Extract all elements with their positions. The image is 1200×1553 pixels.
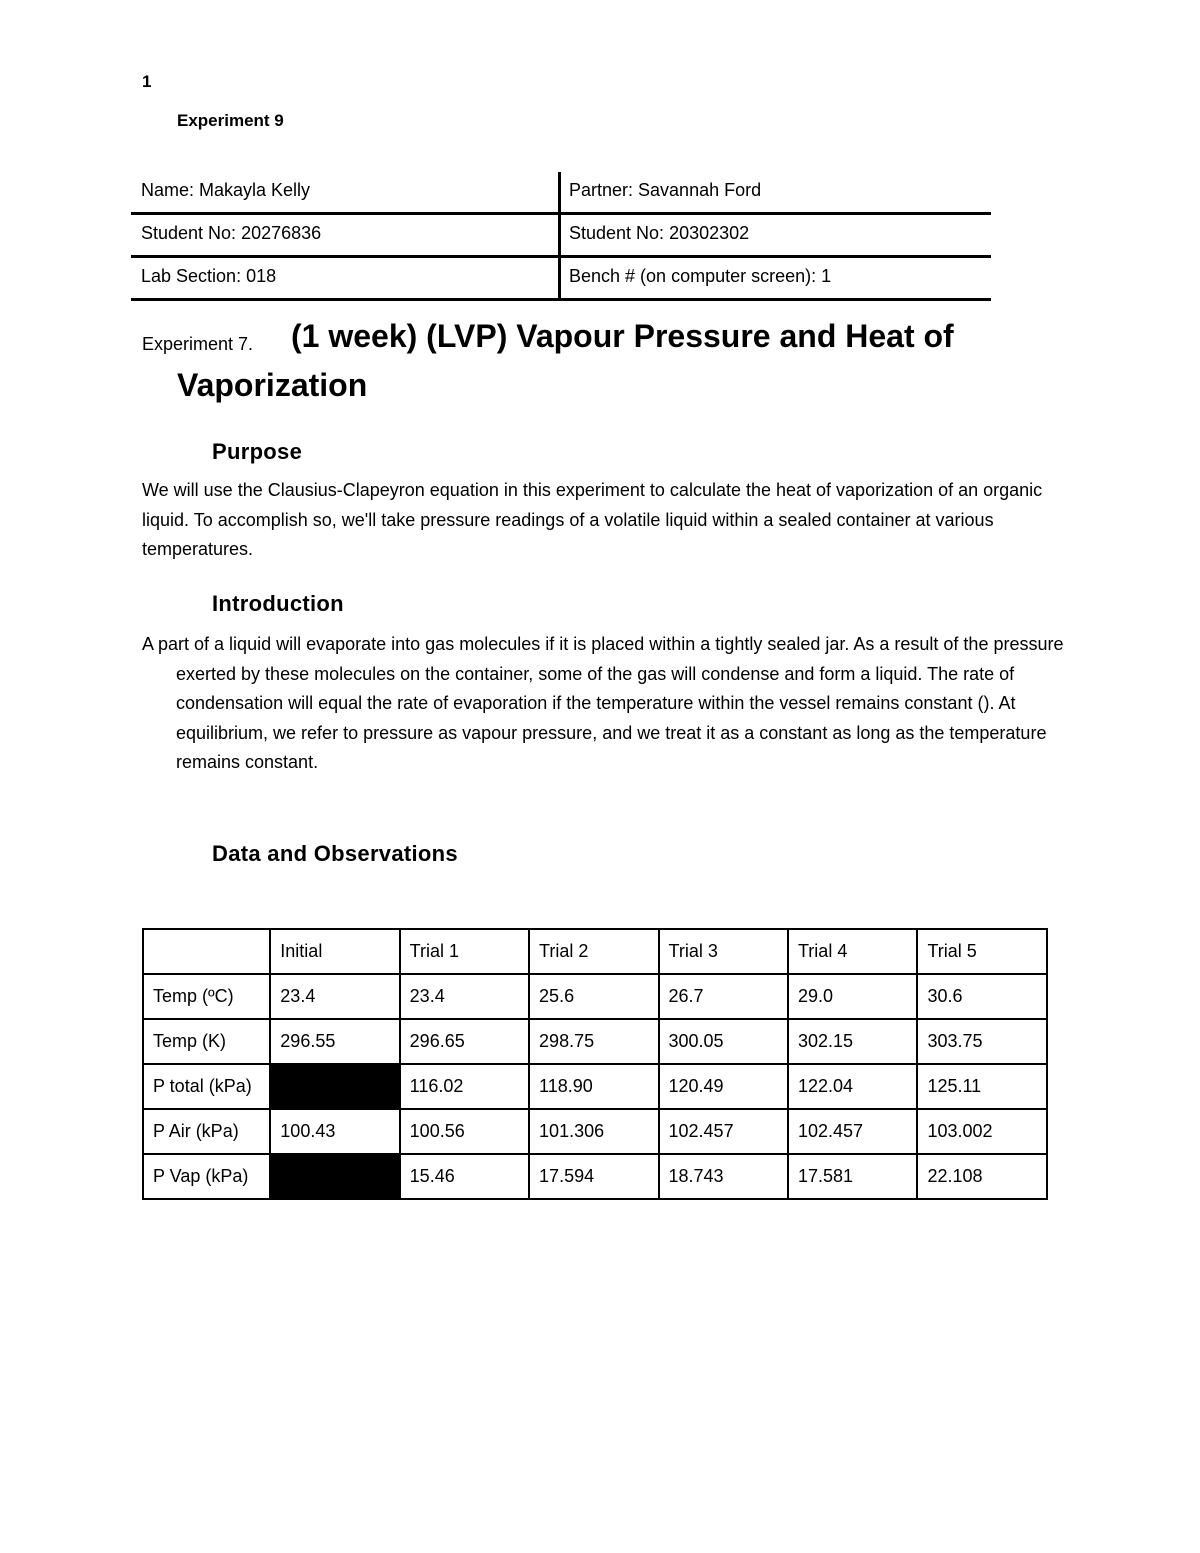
blacked-out-cell [270, 1064, 399, 1109]
data-table [142, 928, 1048, 1200]
table-cell: 122.04 [788, 1064, 917, 1109]
experiment-number: Experiment 7. [142, 334, 254, 354]
student-name: Name: Makayla Kelly [131, 172, 561, 212]
table-header-cell: Trial 5 [917, 929, 1047, 974]
introduction-text: A part of a liquid will evaporate into gas molecules if it is placed within a tightly sealed jar. As a result of the pressure exerted by these molecules on the container, some of the gas will condense and form a liquid. The rate of condensation will equal the rate of evaporation if the temperature within the vessel remains constant (). At equilibrium, we refer to pressure as vapour pressure, and we treat it as a constant as long as the temperature remains constant. [142, 634, 1064, 773]
table-header-cell [143, 929, 270, 974]
table-cell: 298.75 [529, 1019, 658, 1064]
table-row [143, 1109, 1047, 1154]
table-cell: 116.02 [400, 1064, 529, 1109]
page-number: 1 [142, 72, 152, 91]
row-label: P total (kPa) [143, 1064, 270, 1109]
table-cell: 23.4 [270, 974, 399, 1019]
table-cell: 15.46 [400, 1154, 529, 1199]
table-row [143, 1154, 1047, 1199]
table-cell: 17.581 [788, 1154, 917, 1199]
table-cell: 100.56 [400, 1109, 529, 1154]
purpose-heading: Purpose [212, 439, 303, 464]
table-row [143, 1064, 1047, 1109]
purpose-text: We will use the Clausius-Clapeyron equation in this experiment to calculate the heat of vaporization of an organic liquid. To accomplish so, we'll take pressure readings of a volatile liquid within a sealed container at various temperatures. [142, 480, 1043, 560]
table-cell: 101.306 [529, 1109, 658, 1154]
partner-student-number: Student No: 20302302 [569, 223, 750, 243]
table-cell: 103.002 [917, 1109, 1047, 1154]
table-cell: 102.457 [788, 1109, 917, 1154]
table-cell: 102.457 [659, 1109, 788, 1154]
table-cell: 29.0 [788, 974, 917, 1019]
student-info-table [131, 172, 991, 301]
table-cell: 23.4 [400, 974, 529, 1019]
introduction-heading: Introduction [212, 591, 344, 616]
table-cell: 303.75 [917, 1019, 1047, 1064]
table-row [143, 974, 1047, 1019]
table-cell: 26.7 [659, 974, 788, 1019]
table-header-cell: Initial [270, 929, 399, 974]
info-row [131, 258, 991, 301]
bench-number: Bench # (on computer screen): 1 [569, 266, 832, 286]
experiment-label: Experiment 9 [177, 111, 284, 130]
partner-name: Partner: Savannah Ford [569, 180, 762, 200]
table-cell: 120.49 [659, 1064, 788, 1109]
table-header-cell: Trial 3 [659, 929, 788, 974]
info-row [131, 172, 991, 215]
page-title-continued: Vaporization [177, 367, 368, 403]
table-cell: 25.6 [529, 974, 658, 1019]
blacked-out-cell [270, 1154, 399, 1199]
table-cell: 18.743 [659, 1154, 788, 1199]
lab-section: Lab Section: 018 [131, 258, 561, 298]
page-title: (1 week) (LVP) Vapour Pressure and Heat of [291, 318, 954, 354]
table-cell: 296.55 [270, 1019, 399, 1064]
table-cell: 30.6 [917, 974, 1047, 1019]
table-header-row [143, 929, 1047, 974]
table-cell: 22.108 [917, 1154, 1047, 1199]
data-heading: Data and Observations [212, 841, 458, 866]
table-header-cell: Trial 4 [788, 929, 917, 974]
table-cell: 125.11 [917, 1064, 1047, 1109]
table-cell: 296.65 [400, 1019, 529, 1064]
info-row [131, 215, 991, 258]
table-cell: 17.594 [529, 1154, 658, 1199]
table-cell: 100.43 [270, 1109, 399, 1154]
table-header-cell: Trial 2 [529, 929, 658, 974]
row-label: Temp (ºC) [143, 974, 270, 1019]
row-label: P Air (kPa) [143, 1109, 270, 1154]
table-cell: 118.90 [529, 1064, 658, 1109]
table-header-cell: Trial 1 [400, 929, 529, 974]
table-row [143, 1019, 1047, 1064]
row-label: P Vap (kPa) [143, 1154, 270, 1199]
row-label: Temp (K) [143, 1019, 270, 1064]
table-cell: 300.05 [659, 1019, 788, 1064]
table-cell: 302.15 [788, 1019, 917, 1064]
student-number: Student No: 20276836 [131, 215, 561, 255]
